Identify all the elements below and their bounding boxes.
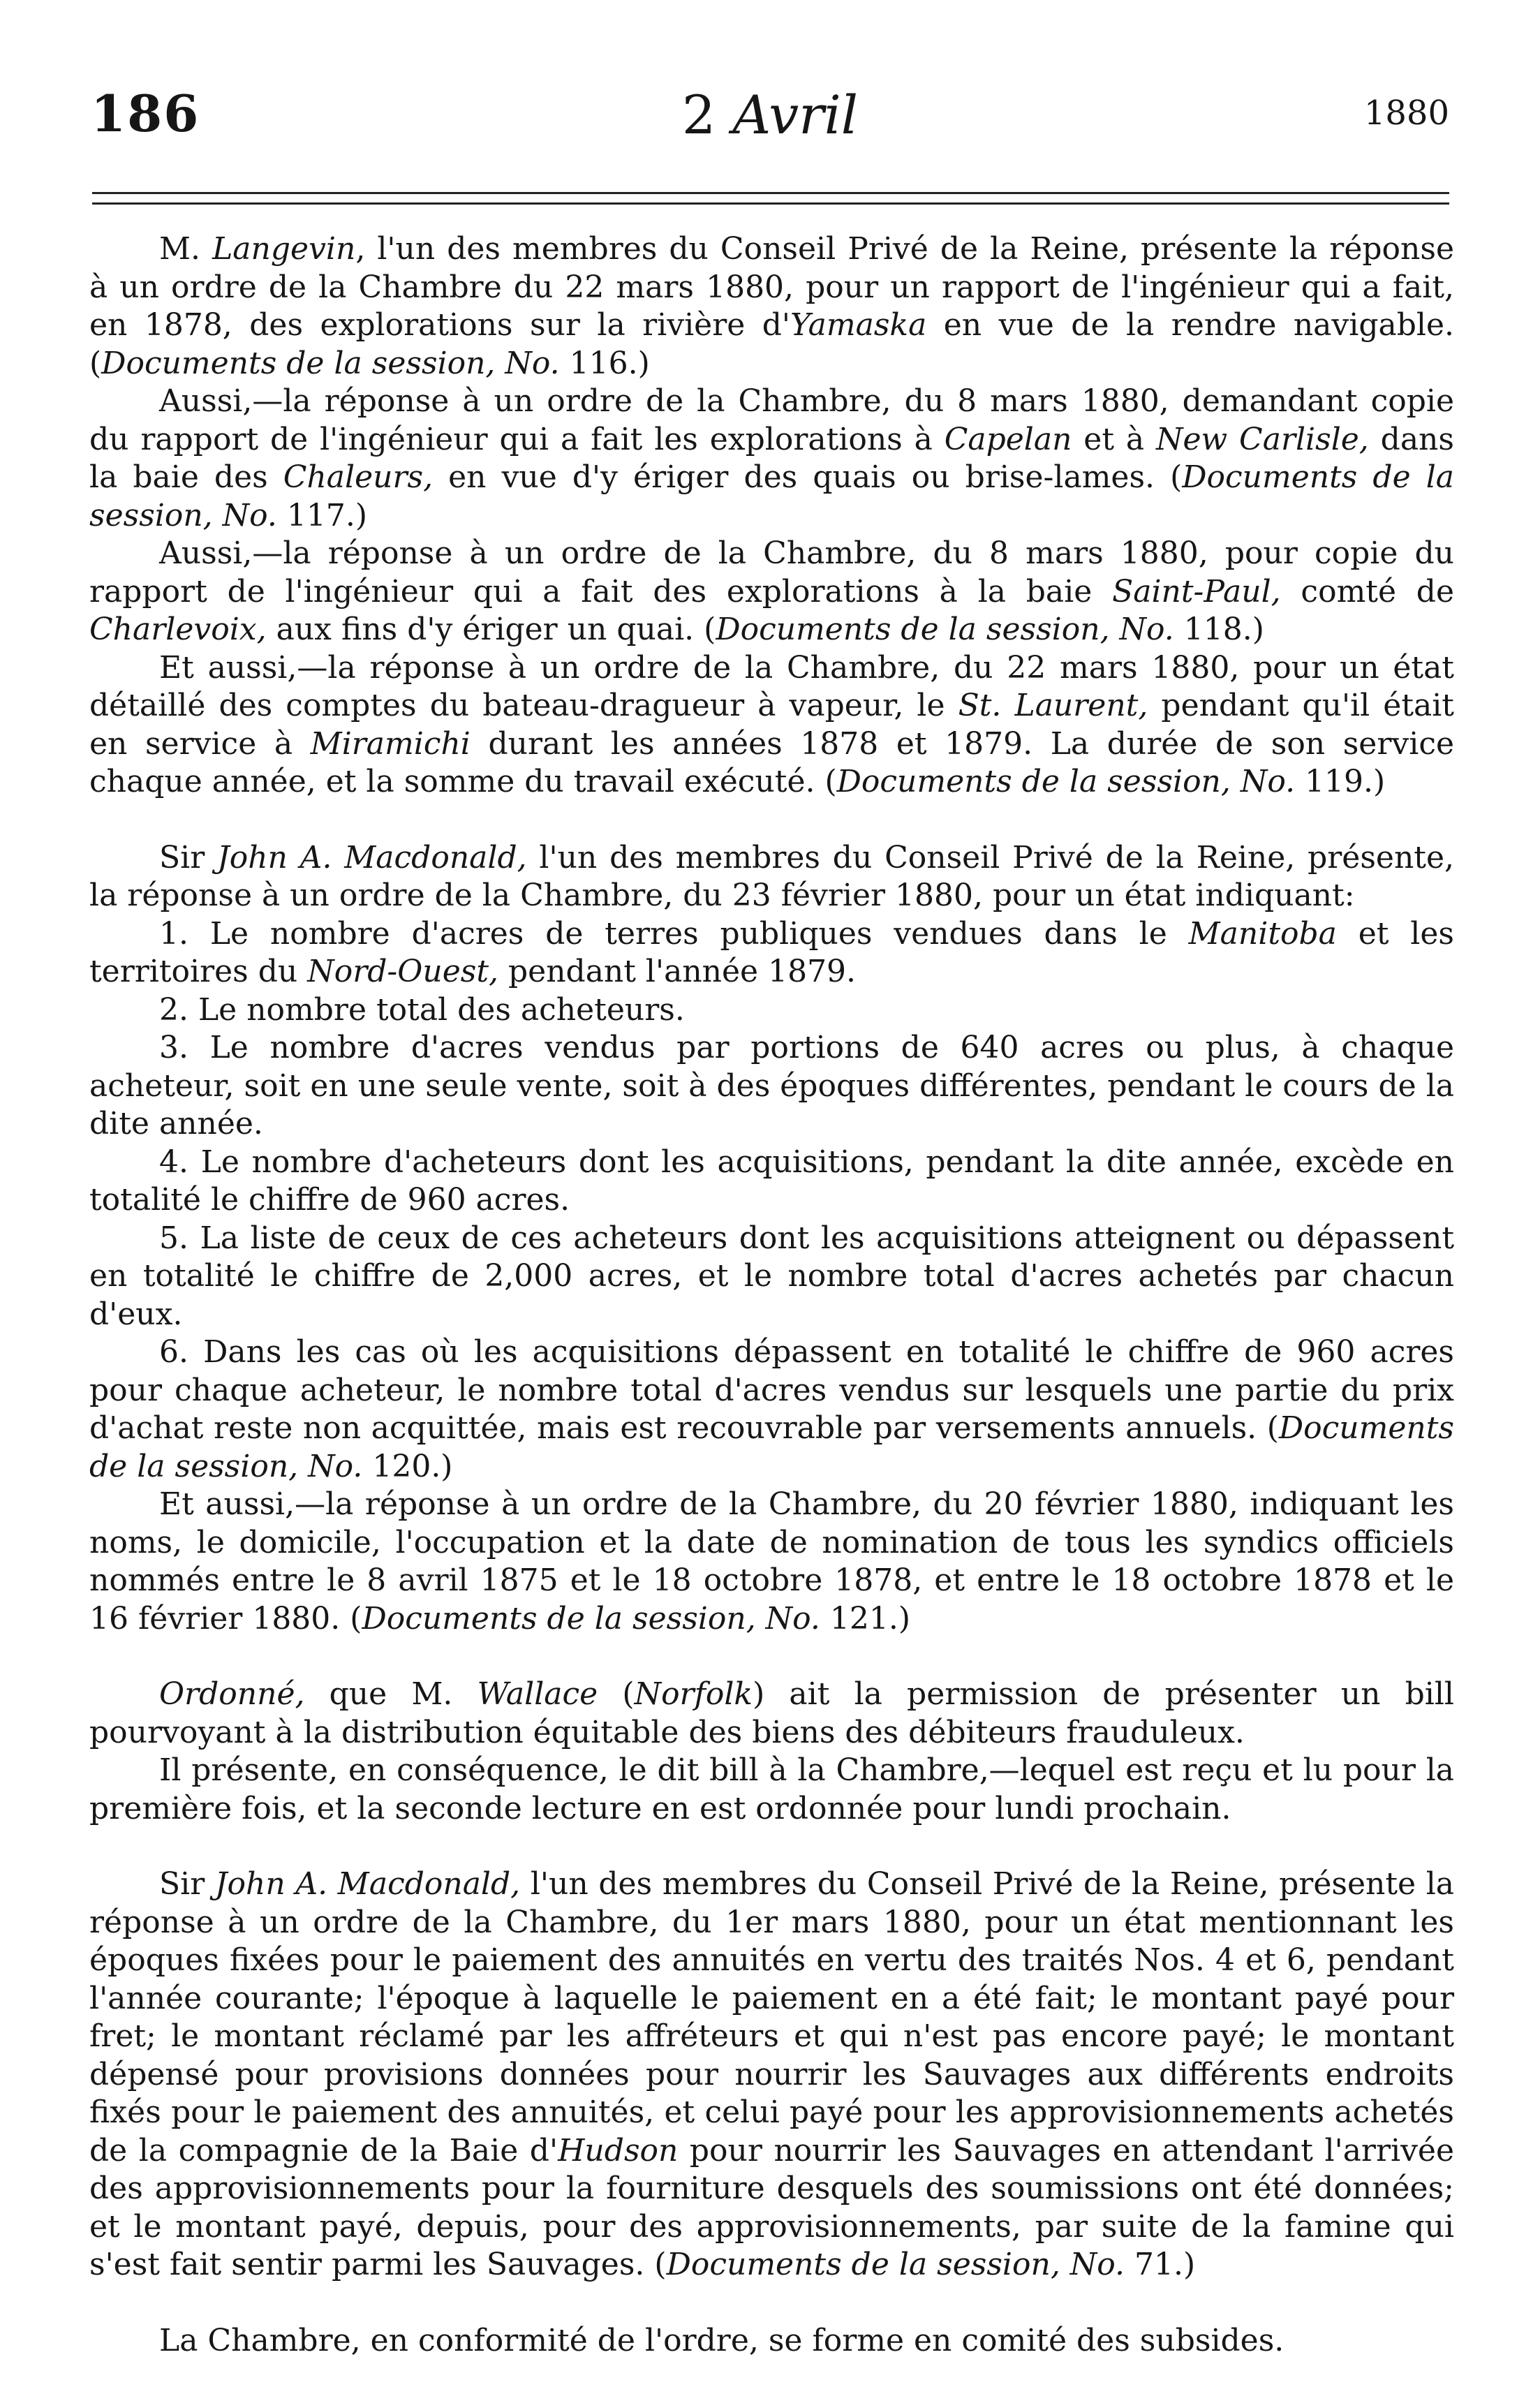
paragraph-p10 bbox=[89, 1220, 1454, 1334]
text-run: ( bbox=[598, 1676, 635, 1712]
text-run: 5. La liste de ceux de ces acheteurs dont les acquisitions atteignent ou dépassent en totalité le chiffre de 2,000 acres, et le nombre total d'acres achetés par chacun d'eux. bbox=[89, 1220, 1454, 1332]
italic-text: Yamaska bbox=[790, 307, 927, 343]
text-run: comté de bbox=[1280, 573, 1454, 609]
paragraph-p13 bbox=[89, 1676, 1454, 1752]
text-run: 71.) bbox=[1125, 2247, 1196, 2282]
text-run: Et aussi,—la réponse à un ordre de la Chambre, du 22 mars 1880, pour un état détaillé des comptes du bateau-dragueur à vapeur, le bbox=[89, 649, 1454, 723]
paragraph-p12 bbox=[89, 1486, 1454, 1638]
paragraph-p15 bbox=[89, 1865, 1454, 2284]
paragraph-p8 bbox=[89, 1029, 1454, 1144]
text-run: pendant qu'il était en service à bbox=[89, 688, 1454, 762]
italic-text: Documents de la session, No. bbox=[101, 345, 560, 381]
paragraph-p5 bbox=[89, 839, 1454, 915]
text-run: l'un des membres du Conseil Privé de la Reine, présente, la réponse à un ordre de la Chambre, du 23 février 1880, pour un état indiquant: bbox=[89, 839, 1455, 913]
text-run: La Chambre, en conformité de l'ordre, se forme en comité des subsides. bbox=[159, 2322, 1284, 2358]
text-run: 119.) bbox=[1295, 764, 1386, 799]
italic-text: Charlevoix, bbox=[89, 612, 267, 647]
text-run: Et aussi,—la réponse à un ordre de la Chambre, du 20 février 1880, indiquant les noms, le domicile, l'occupation et la date de nomination de tous les syndics officiels nommés entre le 8 avril 1875 et le 18 octobre 1878, et entre le 18 octobre 1878 et le 16 février 1880. ( bbox=[89, 1486, 1454, 1636]
italic-text: New Carlisle, bbox=[1155, 421, 1369, 457]
text-run: pour nourrir les Sauvages en attendant l'arrivée des approvisionnements pour la fourniture desquels des soumissions ont été données; et le montant payé, depuis, pour des approvisionnements, par suite de la famine qui s'est fait sentir parmi les Sauvages. ( bbox=[89, 2132, 1455, 2282]
text-run: 117.) bbox=[276, 497, 367, 533]
italic-text: Wallace bbox=[477, 1676, 598, 1712]
text-run: en vue de la rendre navigable. ( bbox=[89, 307, 1454, 381]
text-run: Sir bbox=[159, 839, 218, 875]
text-run: que M. bbox=[304, 1676, 477, 1712]
italic-text: Saint-Paul, bbox=[1112, 573, 1281, 609]
text-run: 4. Le nombre d'acheteurs dont les acquisitions, pendant la dite année, excède en totalité le chiffre de 960 acres. bbox=[89, 1144, 1454, 1218]
text-run: Sir bbox=[159, 1866, 215, 1902]
paragraph-p4 bbox=[89, 649, 1454, 801]
text-run: et à bbox=[1072, 421, 1156, 457]
italic-text: Chaleurs, bbox=[283, 459, 434, 495]
paragraph-p3 bbox=[89, 535, 1454, 649]
italic-text: Miramichi bbox=[310, 725, 471, 762]
paragraph-p16 bbox=[89, 2322, 1454, 2360]
text-run: 116.) bbox=[559, 345, 650, 381]
text-run: 118.) bbox=[1173, 612, 1264, 647]
italic-text: Documents de la session, No. bbox=[362, 1600, 820, 1636]
text-run: , l'un des membres du Conseil Privé de la Reine, présente la réponse à un ordre de la Chambre du 22 mars 1880, pour un rapport de l'ingénieur qui a fait, en 1878, des explorations sur la rivière d' bbox=[89, 231, 1454, 343]
text-run: 6. Dans les cas où les acquisitions dépassent en totalité le chiffre de 960 acres pour chaque acheteur, le nombre total d'acres vendus sur lesquels une partie du prix d'achat reste non acquittée, mais est recouvrable par versements annuels. ( bbox=[89, 1334, 1454, 1446]
paragraph-p1 bbox=[89, 230, 1454, 383]
italic-text: Ordonné, bbox=[159, 1676, 305, 1712]
journal-body bbox=[89, 230, 1454, 2360]
text-run: en vue d'y ériger des quais ou brise-lames. ( bbox=[433, 459, 1183, 495]
date-day: 2 bbox=[681, 84, 716, 146]
text-run: 1. Le nombre d'acres de terres publiques vendues dans le bbox=[159, 915, 1189, 952]
italic-text: Documents de la session, No. bbox=[89, 459, 1454, 533]
text-run: et les territoires du bbox=[89, 915, 1454, 989]
italic-text: Norfolk bbox=[634, 1676, 753, 1712]
text-run: 121.) bbox=[820, 1600, 910, 1636]
italic-text: Documents de la session, No. bbox=[836, 764, 1296, 799]
text-run: Aussi,—la réponse à un ordre de la Chambre, du 8 mars 1880, demandant copie du rapport de l'ingénieur qui a fait les explorations à bbox=[89, 383, 1454, 457]
header-rule-top bbox=[92, 192, 1449, 194]
paragraph-p2 bbox=[89, 383, 1454, 535]
page-header bbox=[91, 84, 1449, 154]
paragraph-p14 bbox=[89, 1752, 1454, 1828]
text-run: M. bbox=[159, 231, 213, 267]
italic-text: John A. Macdonald, bbox=[217, 839, 527, 875]
italic-text: Langevin bbox=[212, 231, 356, 267]
text-run: aux fins d'y ériger un quai. ( bbox=[266, 612, 716, 647]
text-run: 120.) bbox=[362, 1448, 453, 1484]
italic-text: Capelan bbox=[944, 421, 1072, 457]
date-month: Avril bbox=[732, 84, 859, 146]
text-run: ) ait la permission de présenter un bill pourvoyant à la distribution équitable des biens des débiteurs frauduleux. bbox=[89, 1676, 1454, 1750]
text-run: l'un des membres du Conseil Privé de la Reine, présente la réponse à un ordre de la Chambre, du 1er mars 1880, pour un état mentionnant les époques fixées pour le paiement des annuités en vertu des traités Nos. 4 et 6, pendant l'année courante; l'époque à laquelle le paiement en a été fait; le montant payé pour fret; le montant réclamé par les affréteurs et qui n'est pas encore payé; le montant dépensé pour provisions données pour nourrir les Sauvages aux différents endroits fixés pour le paiement des annuités, et celui payé pour les approvisionnements achetés de la compagnie de la Baie d' bbox=[89, 1866, 1455, 2168]
italic-text: John A. Macdonald, bbox=[214, 1866, 521, 1902]
text-run: 2. Le nombre total des acheteurs. bbox=[159, 991, 685, 1028]
text-run: Aussi,—la réponse à un ordre de la Chambre, du 8 mars 1880, pour copie du rapport de l'ingénieur qui a fait des explorations à la baie bbox=[89, 535, 1454, 609]
text-run: pendant l'année 1879. bbox=[498, 954, 857, 989]
header-rule-bottom bbox=[92, 202, 1449, 205]
italic-text: St. Laurent, bbox=[958, 688, 1148, 723]
page-year: 1880 bbox=[1363, 94, 1449, 133]
italic-text: Hudson bbox=[558, 2132, 679, 2168]
paragraph-p9 bbox=[89, 1144, 1454, 1220]
italic-text: Manitoba bbox=[1188, 915, 1337, 952]
italic-text: Nord-Ouest, bbox=[307, 954, 498, 989]
text-run: dans la baie des bbox=[89, 421, 1454, 495]
italic-text: Documents de la session, No. bbox=[716, 612, 1174, 647]
text-run: 3. Le nombre d'acres vendus par portions de 640 acres ou plus, à chaque acheteur, soit en une seule vente, soit à des époques différentes, pendant le cours de la dite année. bbox=[89, 1030, 1454, 1141]
italic-text: Documents de la session, No. bbox=[666, 2247, 1125, 2282]
paragraph-p6 bbox=[89, 915, 1454, 991]
page-date bbox=[91, 84, 1449, 146]
text-run: durant les années 1878 et 1879. La durée de son service chaque année, et la somme du travail exécuté. ( bbox=[89, 725, 1454, 799]
page-number: 186 bbox=[91, 84, 200, 143]
paragraph-p7 bbox=[89, 991, 1454, 1030]
text-run: Il présente, en conséquence, le dit bill à la Chambre,—lequel est reçu et lu pour la première fois, et la seconde lecture en est ordonnée pour lundi prochain. bbox=[89, 1752, 1454, 1826]
italic-text: Documents de la session, No. bbox=[89, 1410, 1454, 1484]
paragraph-p11 bbox=[89, 1333, 1454, 1486]
